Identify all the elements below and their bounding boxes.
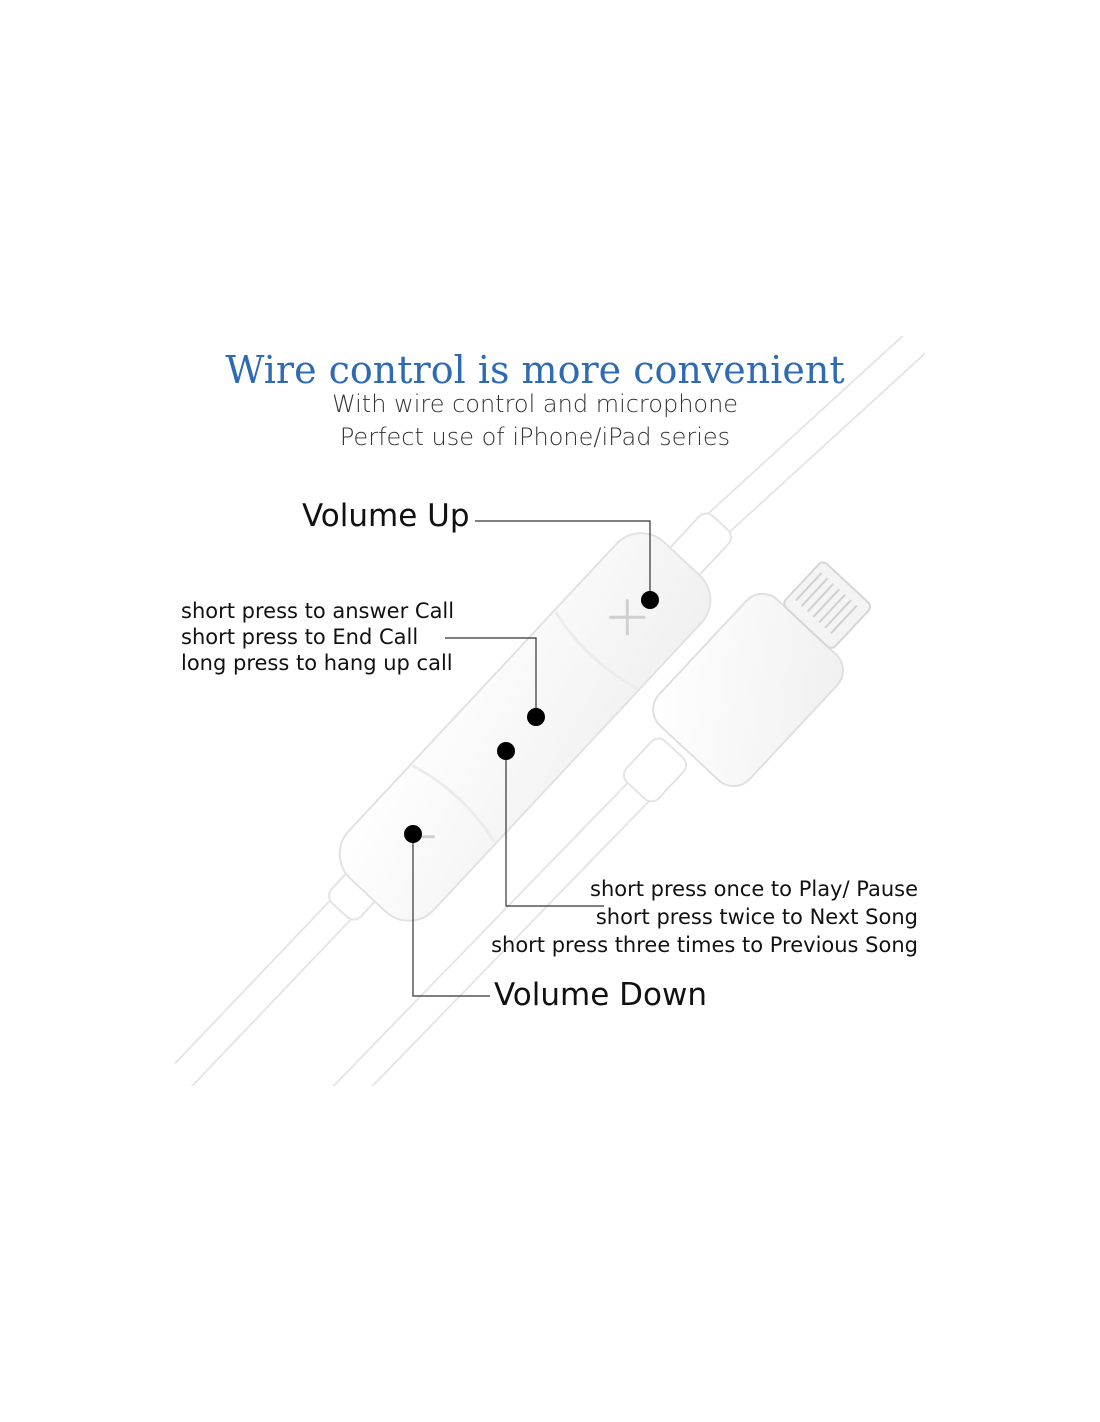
volume-up-dot [641, 591, 659, 609]
volume-down-dot [404, 825, 422, 843]
label-volume-up: Volume Up [302, 498, 470, 534]
page-title: Wire control is more convenient [225, 348, 845, 392]
call-line: short press to End Call [181, 625, 419, 649]
play-line: short press once to Play/ Pause [590, 877, 918, 901]
label-call-group [181, 598, 454, 676]
call-dot [527, 708, 545, 726]
label-volume-down: Volume Down [494, 977, 707, 1013]
play-line: short press twice to Next Song [595, 905, 918, 929]
label-play-group [491, 875, 918, 959]
call-line: short press to answer Call [181, 599, 455, 623]
call-line: long press to hang up call [181, 651, 453, 675]
play-dot [497, 742, 515, 760]
subtitle-line-2: Perfect use of iPhone/iPad series [339, 423, 731, 451]
play-line: short press three times to Previous Song [491, 933, 918, 957]
subtitle-line-1: With wire control and microphone [331, 390, 739, 418]
